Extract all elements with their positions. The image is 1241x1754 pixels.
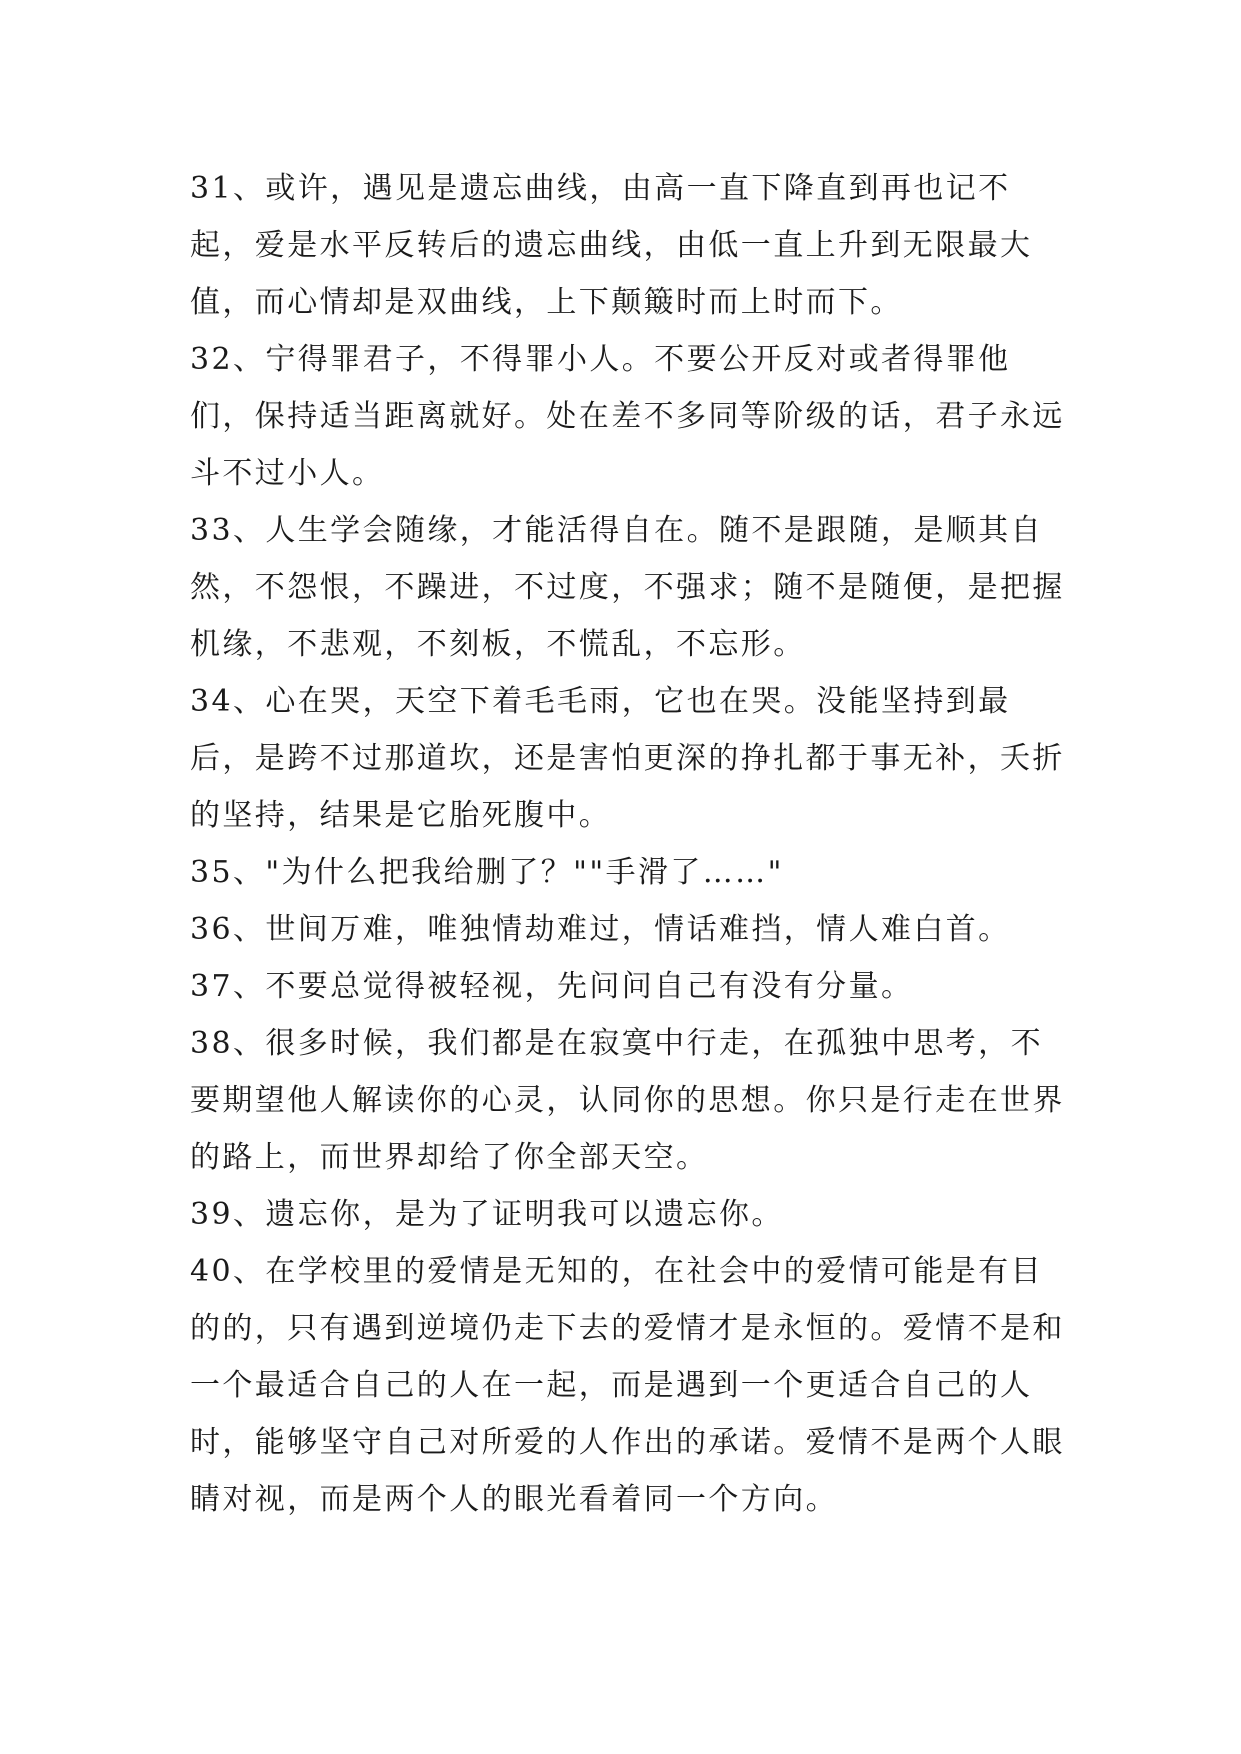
paragraph-36: 36、世间万难，唯独情劫难过，情话难挡，情人难白首。 — [190, 912, 1011, 947]
paragraph-37: 37、不要总觉得被轻视，先问问自己有没有分量。 — [190, 969, 914, 1004]
paragraph-38: 38、很多时候，我们都是在寂寞中行走，在孤独中思考，不要期望他人解读你的心灵，认同你的思想。你只是行走在世界的路上，而世界却给了你全部天空。 — [190, 1026, 1065, 1175]
paragraph-32: 32、宁得罪君子，不得罪小人。不要公开反对或者得罪他们，保持适当距离就好。处在差不多同等阶级的话，君子永远斗不过小人。 — [190, 342, 1065, 491]
paragraph-33: 33、人生学会随缘，才能活得自在。随不是跟随，是顺其自然，不怨恨，不躁进，不过度，不强求；随不是随便，是把握机缘，不悲观，不刻板，不慌乱，不忘形。 — [190, 513, 1065, 662]
paragraph-35: 35、"为什么把我给删了？""手滑了……" — [190, 855, 784, 890]
paragraph-39: 39、遗忘你，是为了证明我可以遗忘你。 — [190, 1197, 784, 1232]
paragraph-31: 31、或许，遇见是遗忘曲线，由高一直下降直到再也记不起，爱是水平反转后的遗忘曲线，由低一直上升到无限最大值，而心情却是双曲线，上下颠簸时而上时而下。 — [190, 171, 1033, 320]
document-page — [190, 160, 1070, 1528]
paragraph-34: 34、心在哭，天空下着毛毛雨，它也在哭。没能坚持到最后，是跨不过那道坎，还是害怕更深的挣扎都于事无补，夭折的坚持，结果是它胎死腹中。 — [190, 684, 1065, 833]
paragraph-40: 40、在学校里的爱情是无知的，在社会中的爱情可能是有目的的，只有遇到逆境仍走下去的爱情才是永恒的。爱情不是和一个最适合自己的人在一起，而是遇到一个更适合自己的人时，能够坚守自己对所爱的人作出的承诺。爱情不是两个人眼睛对视，而是两个人的眼光看着同一个方向。 — [190, 1254, 1065, 1517]
